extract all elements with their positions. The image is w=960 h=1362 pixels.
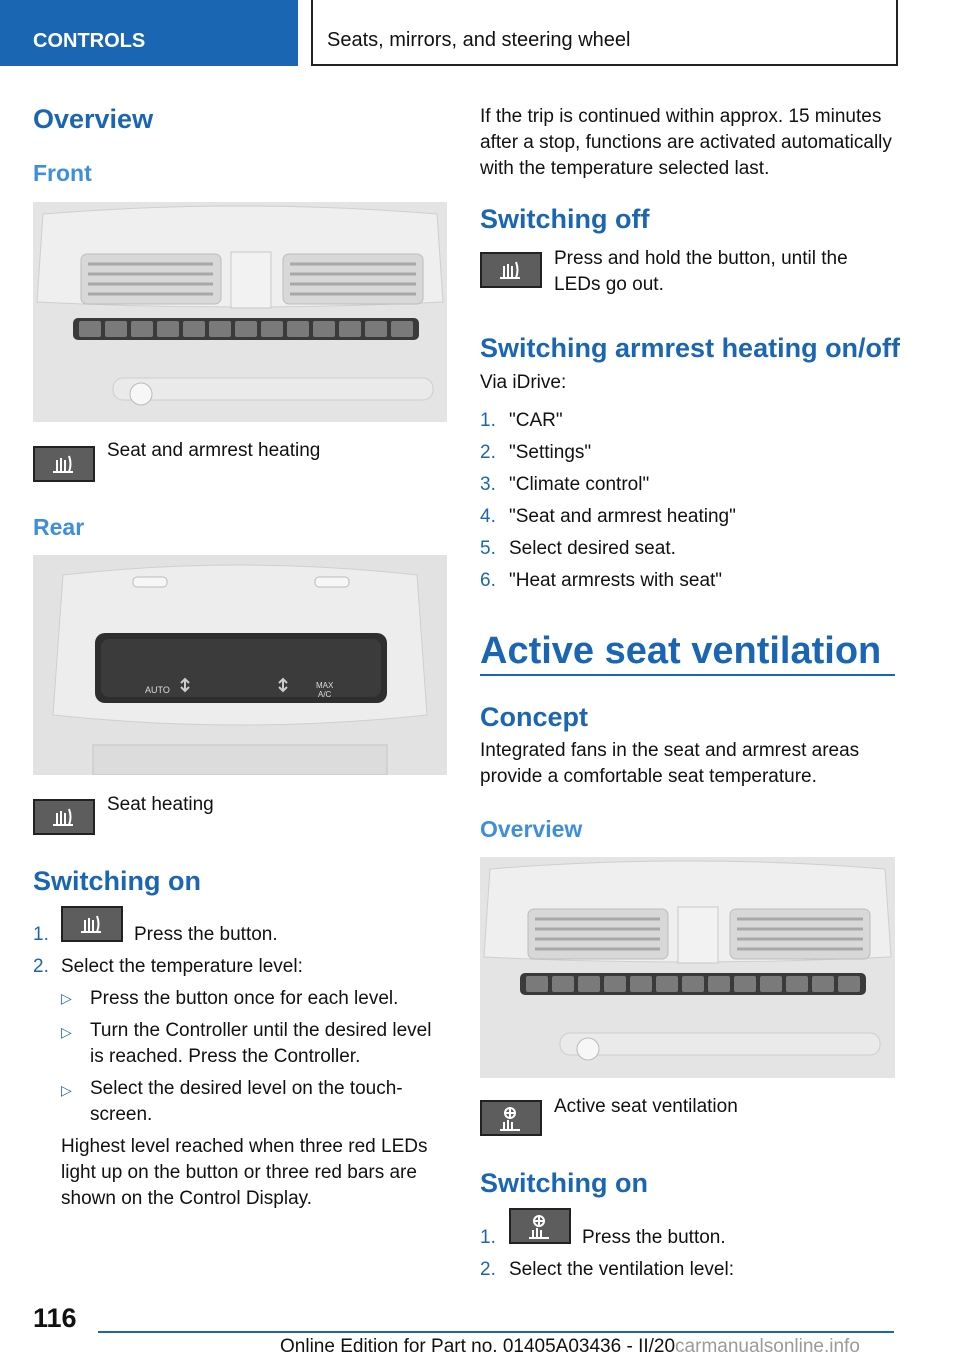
intro-line: after a stop, functions are activated automatically — [480, 132, 892, 153]
ventilation-heading: Active seat ventilation — [480, 630, 882, 672]
rear-ac-label: A/C — [318, 690, 332, 699]
seat-ventilation-button-icon — [509, 1208, 571, 1244]
idrive-step-number: 1. — [480, 410, 496, 431]
section-tab — [0, 0, 298, 66]
footer-rule — [98, 1331, 894, 1333]
note-line: Highest level reached when three red LEDs — [61, 1136, 428, 1157]
switching-on-heading-left: Switching on — [33, 866, 201, 896]
rear-auto-label: AUTO — [145, 685, 170, 695]
bullet-text: screen. — [90, 1104, 153, 1125]
rear-heading: Rear — [33, 514, 85, 540]
triangle-bullet-icon: ▷ — [61, 1024, 72, 1040]
armrest-heading: Switching armrest heating on/off — [480, 333, 901, 363]
footer-edition — [280, 1336, 860, 1358]
bullet-text: is reached. Press the Controller. — [90, 1046, 361, 1067]
intro-line: with the temperature selected last. — [480, 158, 770, 179]
front-console-photo — [33, 202, 447, 422]
idrive-step-text: "Settings" — [509, 442, 592, 463]
concept-text: provide a comfortable seat temperature. — [480, 766, 817, 787]
triangle-bullet-icon: ▷ — [61, 1082, 72, 1098]
idrive-step-text: Select desired seat. — [509, 538, 676, 559]
switching-off-heading: Switching off — [480, 204, 650, 234]
idrive-step-number: 4. — [480, 506, 496, 527]
bullet-text: Turn the Controller until the desired level — [90, 1020, 432, 1041]
intro-line: If the trip is continued within approx. 15 minutes — [480, 106, 882, 127]
rear-caption: Seat heating — [107, 794, 214, 815]
seat-heating-icon-rear — [33, 799, 95, 835]
heading-rule — [480, 674, 895, 676]
front-heading: Front — [33, 160, 92, 186]
ventilation-caption: Active seat ventilation — [554, 1096, 738, 1117]
idrive-step-number: 2. — [480, 442, 496, 463]
overview-heading: Overview — [33, 104, 154, 134]
idrive-step-text: "Climate control" — [509, 474, 650, 495]
page-number: 116 — [33, 1303, 77, 1333]
bullet-text: Press the button once for each level. — [90, 988, 399, 1009]
concept-text: Integrated fans in the seat and armrest areas — [480, 740, 860, 761]
step-number: 1. — [33, 924, 49, 945]
step-text: Press the button. — [582, 1227, 726, 1248]
step-number: 2. — [480, 1259, 496, 1280]
chapter-tab — [311, 0, 898, 66]
front-caption: Seat and armrest heating — [107, 440, 321, 461]
edition-text: Online Edition for Part no. 01405A03436 - II/20 — [280, 1336, 676, 1357]
note-line: shown on the Control Display. — [61, 1188, 312, 1209]
concept-heading: Concept — [480, 702, 588, 732]
note-line: light up on the button or three red bars are — [61, 1162, 417, 1183]
switching-off-text: Press and hold the button, until the — [554, 248, 848, 269]
chapter-title: Seats, mirrors, and steering wheel — [327, 29, 631, 51]
switching-on-heading-right: Switching on — [480, 1168, 648, 1198]
watermark: carmanualsonline.info — [675, 1336, 860, 1357]
idrive-step-text: "CAR" — [509, 410, 563, 431]
idrive-step-text: "Seat and armrest heating" — [509, 506, 736, 527]
step-text: Select the temperature level: — [61, 956, 303, 977]
triangle-bullet-icon: ▷ — [61, 990, 72, 1006]
step-text: Select the ventilation level: — [509, 1259, 734, 1280]
rear-console-photo — [33, 555, 447, 775]
section-title: CONTROLS — [33, 30, 146, 52]
step-number: 1. — [480, 1227, 496, 1248]
rear-max-label: MAX — [316, 681, 334, 690]
step-text: Press the button. — [134, 924, 278, 945]
via-idrive: Via iDrive: — [480, 372, 567, 393]
seat-heating-icon — [33, 446, 95, 482]
overview-heading-right: Overview — [480, 816, 583, 842]
step-number: 2. — [33, 956, 49, 977]
seat-heating-icon-off — [480, 252, 542, 288]
idrive-step-number: 5. — [480, 538, 496, 559]
idrive-step-number: 6. — [480, 570, 496, 591]
idrive-step-text: "Heat armrests with seat" — [509, 570, 723, 591]
switching-off-text: LEDs go out. — [554, 274, 664, 295]
ventilation-console-photo — [480, 857, 895, 1078]
seat-ventilation-icon — [480, 1100, 542, 1136]
bullet-text: Select the desired level on the touch- — [90, 1078, 403, 1099]
seat-heating-button-icon — [61, 906, 123, 942]
idrive-step-number: 3. — [480, 474, 496, 495]
